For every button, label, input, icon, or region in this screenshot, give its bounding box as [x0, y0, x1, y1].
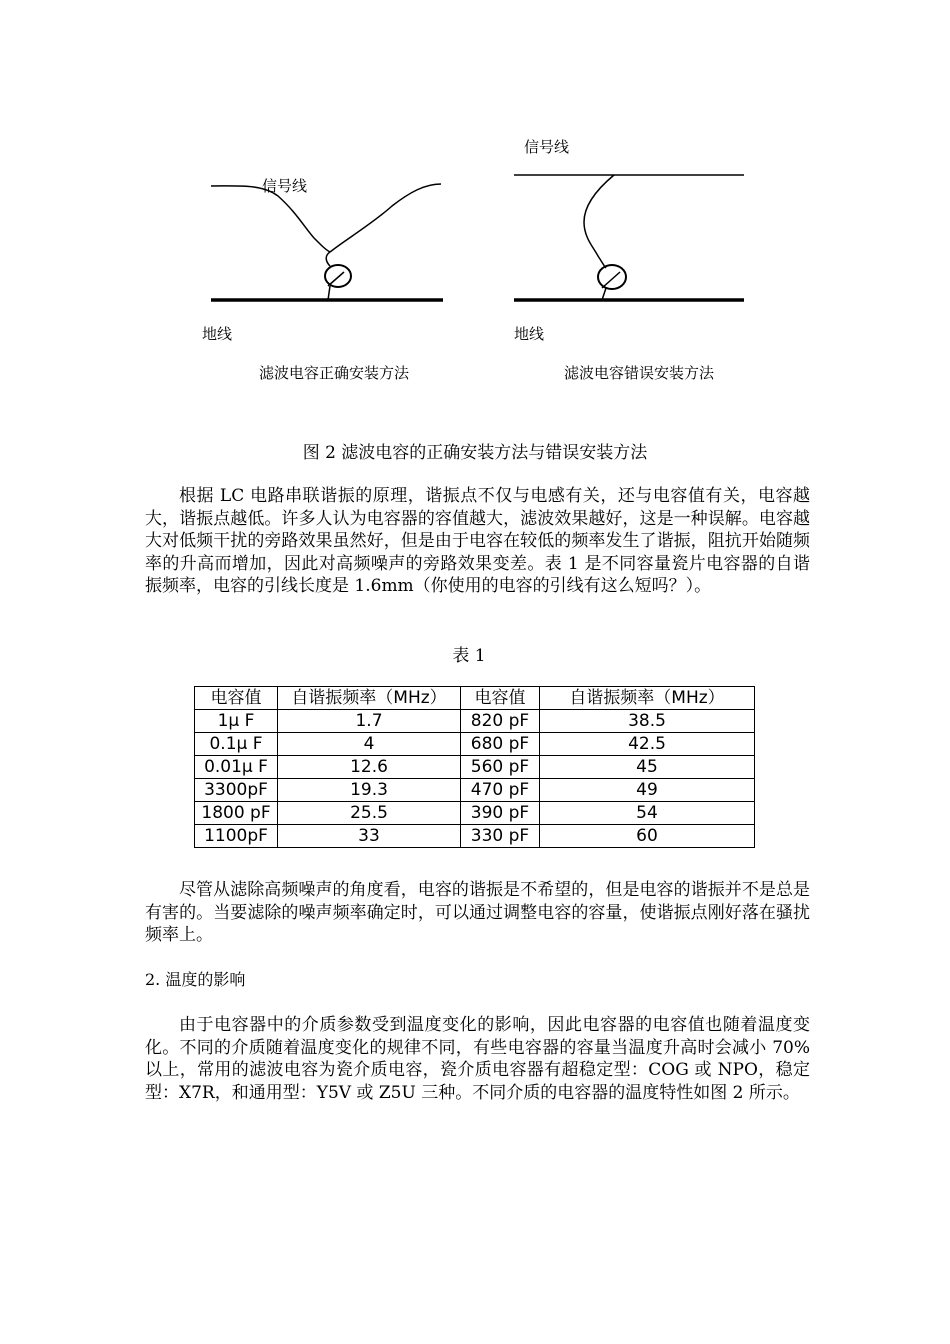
table-cell: 1μ F [195, 710, 278, 733]
paragraph-resonance-usage: 尽管从滤除高频噪声的角度看，电容的谐振是不希望的，但是电容的谐振并不是总是有害的。当要滤除的噪声频率确定时，可以通过调整电容的容量，使谐振点刚好落在骚扰频率上。 [145, 880, 810, 945]
table-cell: 4 [278, 733, 461, 756]
table-title: 表 1 [452, 646, 486, 666]
right-ground-label: 地线 [514, 325, 545, 343]
table-cell: 19.3 [278, 779, 461, 802]
table-row [195, 825, 755, 848]
right-capacitor-symbol [598, 265, 626, 289]
table-cell: 680 pF [461, 733, 540, 756]
table-cell: 49 [540, 779, 755, 802]
left-capacitor-lead [326, 252, 330, 300]
paragraph-resonance: 根据 LC 电路串联谐振的原理，谐振点不仅与电感有关，还与电容值有关，电容越大，谐振点越低。许多人认为电容器的容值越大，滤波效果越好，这是一种误解。电容越大对低频干扰的旁路效果虽然好，但是由于电容在较低的频率发生了谐振，阻抗开始随频率的升高而增加，因此对高频噪声的旁路效果变差。表 1 是不同容量瓷片电容器的自谐振频率，电容的引线长度是 1.6mm（你使用的电容的引线有这么短吗？）。 [145, 486, 810, 596]
table-cell: 330 pF [461, 825, 540, 848]
figure-caption: 图 2 滤波电容的正确安装方法与错误安装方法 [302, 443, 648, 463]
section-heading-temperature: 2. 温度的影响 [145, 970, 246, 989]
table-row [195, 802, 755, 825]
table-row [195, 756, 755, 779]
table-cell: 1800 pF [195, 802, 278, 825]
table-cell: 390 pF [461, 802, 540, 825]
table-cell: 60 [540, 825, 755, 848]
table-cell: 1.7 [278, 710, 461, 733]
table-cell: 12.6 [278, 756, 461, 779]
left-capacitor-inner [328, 272, 344, 286]
table-cell: 33 [278, 825, 461, 848]
left-capacitor-symbol [325, 265, 351, 287]
table-row [195, 779, 755, 802]
table-header-cell: 自谐振频率（MHz） [278, 687, 461, 710]
table-cell: 1100pF [195, 825, 278, 848]
table-row [195, 710, 755, 733]
table-cell: 38.5 [540, 710, 755, 733]
self-resonance-table [194, 686, 755, 848]
table-cell: 54 [540, 802, 755, 825]
table-header-cell: 自谐振频率（MHz） [540, 687, 755, 710]
table-cell: 25.5 [278, 802, 461, 825]
left-signal-line-right [330, 184, 441, 252]
paragraph-temperature: 由于电容器中的介质参数受到温度变化的影响，因此电容器的电容值也随着温度变化。不同的介质随着温度变化的规律不同，有些电容器的容量当温度升高时会减小 70%以上，常用的滤波电容为瓷介质电容，瓷介质电容器有超稳定型：COG 或 NPO，稳定型：X7R，和通用型：Y5V 或 Z5U 三种。不同介质的电容器的温度特性如图 2 所示。 [145, 1015, 810, 1103]
right-signal-label: 信号线 [524, 138, 570, 156]
capacitor-installation-figure [0, 0, 950, 420]
right-capacitor-inner [602, 272, 620, 288]
table-cell: 45 [540, 756, 755, 779]
figure-drawing [0, 0, 950, 420]
left-ground-label: 地线 [202, 325, 233, 343]
left-signal-label: 信号线 [262, 177, 308, 195]
table-row [195, 733, 755, 756]
table-cell: 820 pF [461, 710, 540, 733]
table-cell: 560 pF [461, 756, 540, 779]
table-header-cell: 电容值 [461, 687, 540, 710]
table-cell: 0.01μ F [195, 756, 278, 779]
table-cell: 42.5 [540, 733, 755, 756]
table-cell: 470 pF [461, 779, 540, 802]
correct-install-diagram [211, 184, 443, 300]
table-cell: 3300pF [195, 779, 278, 802]
right-diagram-title: 滤波电容错误安装方法 [564, 364, 715, 382]
left-diagram-title: 滤波电容正确安装方法 [259, 364, 410, 382]
table-cell: 0.1μ F [195, 733, 278, 756]
table-header-row [195, 687, 755, 710]
table-header-cell: 电容值 [195, 687, 278, 710]
wrong-install-diagram [514, 175, 744, 300]
